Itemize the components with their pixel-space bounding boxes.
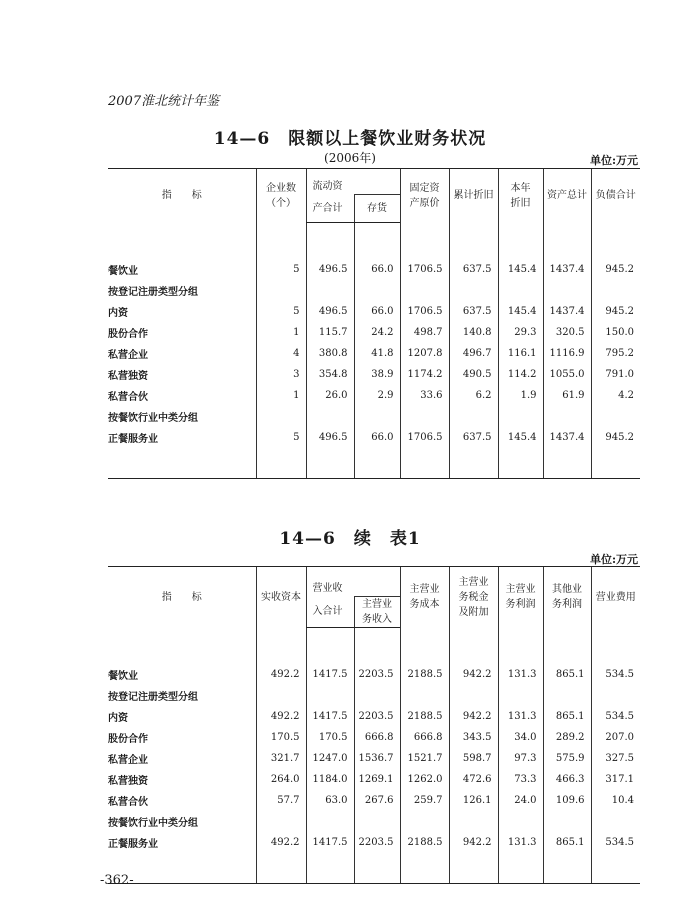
- cell-value: 6.2: [449, 385, 498, 406]
- cell-value: 1536.7: [354, 748, 400, 769]
- cell-value: 666.8: [354, 727, 400, 748]
- table-row: [108, 769, 640, 790]
- cell-value: 289.2: [543, 727, 591, 748]
- cell-value: 1706.5: [400, 259, 449, 280]
- cell-value: [498, 685, 543, 706]
- cell-value: 942.2: [449, 832, 498, 853]
- cell-value: 1184.0: [306, 769, 354, 790]
- cell-value: 865.1: [543, 706, 591, 727]
- cell-value: 145.4: [498, 427, 543, 448]
- cell-value: 1706.5: [400, 427, 449, 448]
- table1-header-total-liab: 负债合计: [591, 169, 640, 223]
- table1-title: 14—6 限额以上餐饮业财务状况: [213, 129, 487, 149]
- table2-header-revenue-total-2: 入合计: [306, 597, 354, 628]
- cell-value: 2.9: [354, 385, 400, 406]
- cell-value: 207.0: [591, 727, 640, 748]
- row-label: 按餐饮行业中类分组: [108, 818, 198, 829]
- cell-value: 343.5: [449, 727, 498, 748]
- cell-value: 1: [256, 322, 306, 343]
- table2-title: 14—6 续 表1: [279, 529, 421, 549]
- cell-value: [400, 811, 449, 832]
- spacer-row: [108, 853, 640, 884]
- cell-value: 38.9: [354, 364, 400, 385]
- cell-value: 4.2: [591, 385, 640, 406]
- cell-value: 496.5: [306, 259, 354, 280]
- cell-value: 1262.0: [400, 769, 449, 790]
- cell-value: [354, 811, 400, 832]
- cell-value: 259.7: [400, 790, 449, 811]
- cell-value: [256, 685, 306, 706]
- spacer-row: [108, 628, 640, 665]
- cell-value: 534.5: [591, 664, 640, 685]
- row-label: 正餐服务业: [108, 839, 158, 850]
- cell-value: 327.5: [591, 748, 640, 769]
- cell-value: 795.2: [591, 343, 640, 364]
- cell-value: 267.6: [354, 790, 400, 811]
- cell-value: 57.7: [256, 790, 306, 811]
- cell-value: 472.6: [449, 769, 498, 790]
- cell-value: 492.2: [256, 664, 306, 685]
- cell-value: [543, 811, 591, 832]
- cell-value: 1437.4: [543, 427, 591, 448]
- cell-value: 320.5: [543, 322, 591, 343]
- cell-value: 865.1: [543, 664, 591, 685]
- cell-value: [354, 685, 400, 706]
- row-label: 餐饮业: [108, 266, 138, 277]
- cell-value: 66.0: [354, 301, 400, 322]
- table1-header-accum-depr: 累计折旧: [449, 169, 498, 223]
- table-row: [108, 748, 640, 769]
- cell-value: 1437.4: [543, 301, 591, 322]
- cell-value: 637.5: [449, 301, 498, 322]
- cell-value: 1.9: [498, 385, 543, 406]
- row-label: 私营企业: [108, 755, 148, 766]
- cell-value: [498, 406, 543, 427]
- cell-value: 496.5: [306, 301, 354, 322]
- cell-value: 63.0: [306, 790, 354, 811]
- cell-value: [543, 280, 591, 301]
- cell-value: 131.3: [498, 664, 543, 685]
- cell-value: [449, 685, 498, 706]
- cell-value: [400, 406, 449, 427]
- table2-header-main-tax: 主营业 务税金 及附加: [449, 567, 498, 628]
- cell-value: 3: [256, 364, 306, 385]
- cell-value: 5: [256, 301, 306, 322]
- table1: [108, 168, 640, 479]
- cell-value: 97.3: [498, 748, 543, 769]
- table-row: [108, 385, 640, 406]
- table1-header-current-assets: 流动资: [306, 169, 400, 195]
- table2-header-main-cost: 主营业 务成本: [400, 567, 449, 628]
- row-label: 股份合作: [108, 329, 148, 340]
- cell-value: 170.5: [256, 727, 306, 748]
- row-label: 私营独资: [108, 776, 148, 787]
- cell-value: 945.2: [591, 427, 640, 448]
- cell-value: 131.3: [498, 832, 543, 853]
- table-row: [108, 664, 640, 685]
- row-label: 按登记注册类型分组: [108, 692, 198, 703]
- cell-value: [400, 280, 449, 301]
- cell-value: 34.0: [498, 727, 543, 748]
- cell-value: [354, 280, 400, 301]
- cell-value: 114.2: [498, 364, 543, 385]
- cell-value: 66.0: [354, 259, 400, 280]
- cell-value: 598.7: [449, 748, 498, 769]
- cell-value: [591, 280, 640, 301]
- cell-value: 2203.5: [354, 832, 400, 853]
- table2-header-operating-expense: 营业费用: [591, 567, 640, 628]
- table1-subtitle: (2006年): [324, 151, 376, 165]
- cell-value: [591, 406, 640, 427]
- table1-header-fixed-assets: 固定资 产原价: [400, 169, 449, 223]
- cell-value: 492.2: [256, 832, 306, 853]
- table-row: [108, 685, 640, 706]
- cell-value: 264.0: [256, 769, 306, 790]
- cell-value: [256, 811, 306, 832]
- table-row: [108, 301, 640, 322]
- cell-value: 1706.5: [400, 301, 449, 322]
- cell-value: 1437.4: [543, 259, 591, 280]
- cell-value: [449, 811, 498, 832]
- cell-value: 1417.5: [306, 664, 354, 685]
- cell-value: 354.8: [306, 364, 354, 385]
- table-row: [108, 364, 640, 385]
- yearbook-header: 2007淮北统计年鉴: [108, 94, 220, 109]
- cell-value: [449, 280, 498, 301]
- cell-value: 29.3: [498, 322, 543, 343]
- table2-header-main-revenue: 主营业 务收入: [354, 597, 400, 628]
- cell-value: 317.1: [591, 769, 640, 790]
- cell-value: 150.0: [591, 322, 640, 343]
- cell-value: 637.5: [449, 259, 498, 280]
- cell-value: 145.4: [498, 301, 543, 322]
- cell-value: 2203.5: [354, 706, 400, 727]
- table2: [108, 566, 640, 884]
- cell-value: 1174.2: [400, 364, 449, 385]
- cell-value: 73.3: [498, 769, 543, 790]
- table1-header-total-assets: 资产总计: [543, 169, 591, 223]
- cell-value: 496.7: [449, 343, 498, 364]
- table-row: [108, 322, 640, 343]
- row-label: 按登记注册类型分组: [108, 287, 198, 298]
- cell-value: [498, 811, 543, 832]
- cell-value: 380.8: [306, 343, 354, 364]
- table-row: [108, 343, 640, 364]
- table1-header-enterprises: 企业数 （个）: [256, 169, 306, 223]
- cell-value: 1207.8: [400, 343, 449, 364]
- cell-value: [543, 406, 591, 427]
- cell-value: 637.5: [449, 427, 498, 448]
- cell-value: 5: [256, 427, 306, 448]
- cell-value: 945.2: [591, 301, 640, 322]
- table2-unit: 单位:万元: [590, 553, 639, 566]
- cell-value: [256, 280, 306, 301]
- cell-value: 33.6: [400, 385, 449, 406]
- row-label: 内资: [108, 308, 128, 319]
- cell-value: [306, 811, 354, 832]
- cell-value: 24.2: [354, 322, 400, 343]
- cell-value: 942.2: [449, 664, 498, 685]
- row-label: 私营合伙: [108, 392, 148, 403]
- cell-value: 492.2: [256, 706, 306, 727]
- table-row: [108, 280, 640, 301]
- cell-value: 1: [256, 385, 306, 406]
- table-row: [108, 790, 640, 811]
- cell-value: [306, 685, 354, 706]
- cell-value: 115.7: [306, 322, 354, 343]
- cell-value: 26.0: [306, 385, 354, 406]
- cell-value: 126.1: [449, 790, 498, 811]
- table2-header-revenue-total: 营业收: [306, 567, 400, 597]
- cell-value: 490.5: [449, 364, 498, 385]
- cell-value: 4: [256, 343, 306, 364]
- cell-value: 1269.1: [354, 769, 400, 790]
- spacer-row: [108, 448, 640, 479]
- table-row: [108, 259, 640, 280]
- table2-header-other-profit: 其他业 务利润: [543, 567, 591, 628]
- cell-value: 575.9: [543, 748, 591, 769]
- cell-value: 865.1: [543, 832, 591, 853]
- cell-value: 1417.5: [306, 832, 354, 853]
- row-label: 餐饮业: [108, 671, 138, 682]
- cell-value: 466.3: [543, 769, 591, 790]
- spacer-row: [108, 223, 640, 260]
- table-row: [108, 727, 640, 748]
- cell-value: 2188.5: [400, 706, 449, 727]
- cell-value: 2203.5: [354, 664, 400, 685]
- cell-value: [591, 811, 640, 832]
- cell-value: [449, 406, 498, 427]
- cell-value: 534.5: [591, 706, 640, 727]
- cell-value: 945.2: [591, 259, 640, 280]
- table-row: [108, 706, 640, 727]
- cell-value: [306, 280, 354, 301]
- cell-value: [256, 406, 306, 427]
- row-label: 股份合作: [108, 734, 148, 745]
- cell-value: 666.8: [400, 727, 449, 748]
- cell-value: 140.8: [449, 322, 498, 343]
- table-row: [108, 406, 640, 427]
- cell-value: 24.0: [498, 790, 543, 811]
- row-label: 正餐服务业: [108, 434, 158, 445]
- cell-value: 10.4: [591, 790, 640, 811]
- cell-value: [354, 406, 400, 427]
- cell-value: 2188.5: [400, 664, 449, 685]
- cell-value: 498.7: [400, 322, 449, 343]
- page-number: -362-: [100, 873, 134, 888]
- cell-value: 1417.5: [306, 706, 354, 727]
- table2-header-paid-in-capital: 实收资本: [256, 567, 306, 628]
- table1-header-indicator: 指 标: [108, 169, 256, 223]
- row-label: 内资: [108, 713, 128, 724]
- cell-value: 1521.7: [400, 748, 449, 769]
- cell-value: [306, 406, 354, 427]
- table-row: [108, 811, 640, 832]
- cell-value: 2188.5: [400, 832, 449, 853]
- cell-value: 5: [256, 259, 306, 280]
- cell-value: 170.5: [306, 727, 354, 748]
- row-label: 按餐饮行业中类分组: [108, 413, 198, 424]
- table2-header-main-profit: 主营业 务利润: [498, 567, 543, 628]
- cell-value: [400, 685, 449, 706]
- cell-value: [543, 685, 591, 706]
- cell-value: 66.0: [354, 427, 400, 448]
- table1-unit: 单位:万元: [590, 154, 639, 167]
- cell-value: 131.3: [498, 706, 543, 727]
- table1-header-year-depr: 本年 折旧: [498, 169, 543, 223]
- table1-header-current-assets-total: 产合计: [306, 195, 354, 223]
- cell-value: 321.7: [256, 748, 306, 769]
- table-row: [108, 427, 640, 448]
- cell-value: 1247.0: [306, 748, 354, 769]
- cell-value: 1055.0: [543, 364, 591, 385]
- cell-value: 942.2: [449, 706, 498, 727]
- table2-header-indicator: 指 标: [108, 567, 256, 628]
- row-label: 私营合伙: [108, 797, 148, 808]
- cell-value: 534.5: [591, 832, 640, 853]
- cell-value: 116.1: [498, 343, 543, 364]
- cell-value: 41.8: [354, 343, 400, 364]
- row-label: 私营企业: [108, 350, 148, 361]
- cell-value: 496.5: [306, 427, 354, 448]
- cell-value: 109.6: [543, 790, 591, 811]
- row-label: 私营独资: [108, 371, 148, 382]
- cell-value: 61.9: [543, 385, 591, 406]
- table1-header-inventory: 存货: [354, 195, 400, 223]
- cell-value: 791.0: [591, 364, 640, 385]
- cell-value: 145.4: [498, 259, 543, 280]
- table-row: [108, 832, 640, 853]
- cell-value: [591, 685, 640, 706]
- cell-value: [498, 280, 543, 301]
- cell-value: 1116.9: [543, 343, 591, 364]
